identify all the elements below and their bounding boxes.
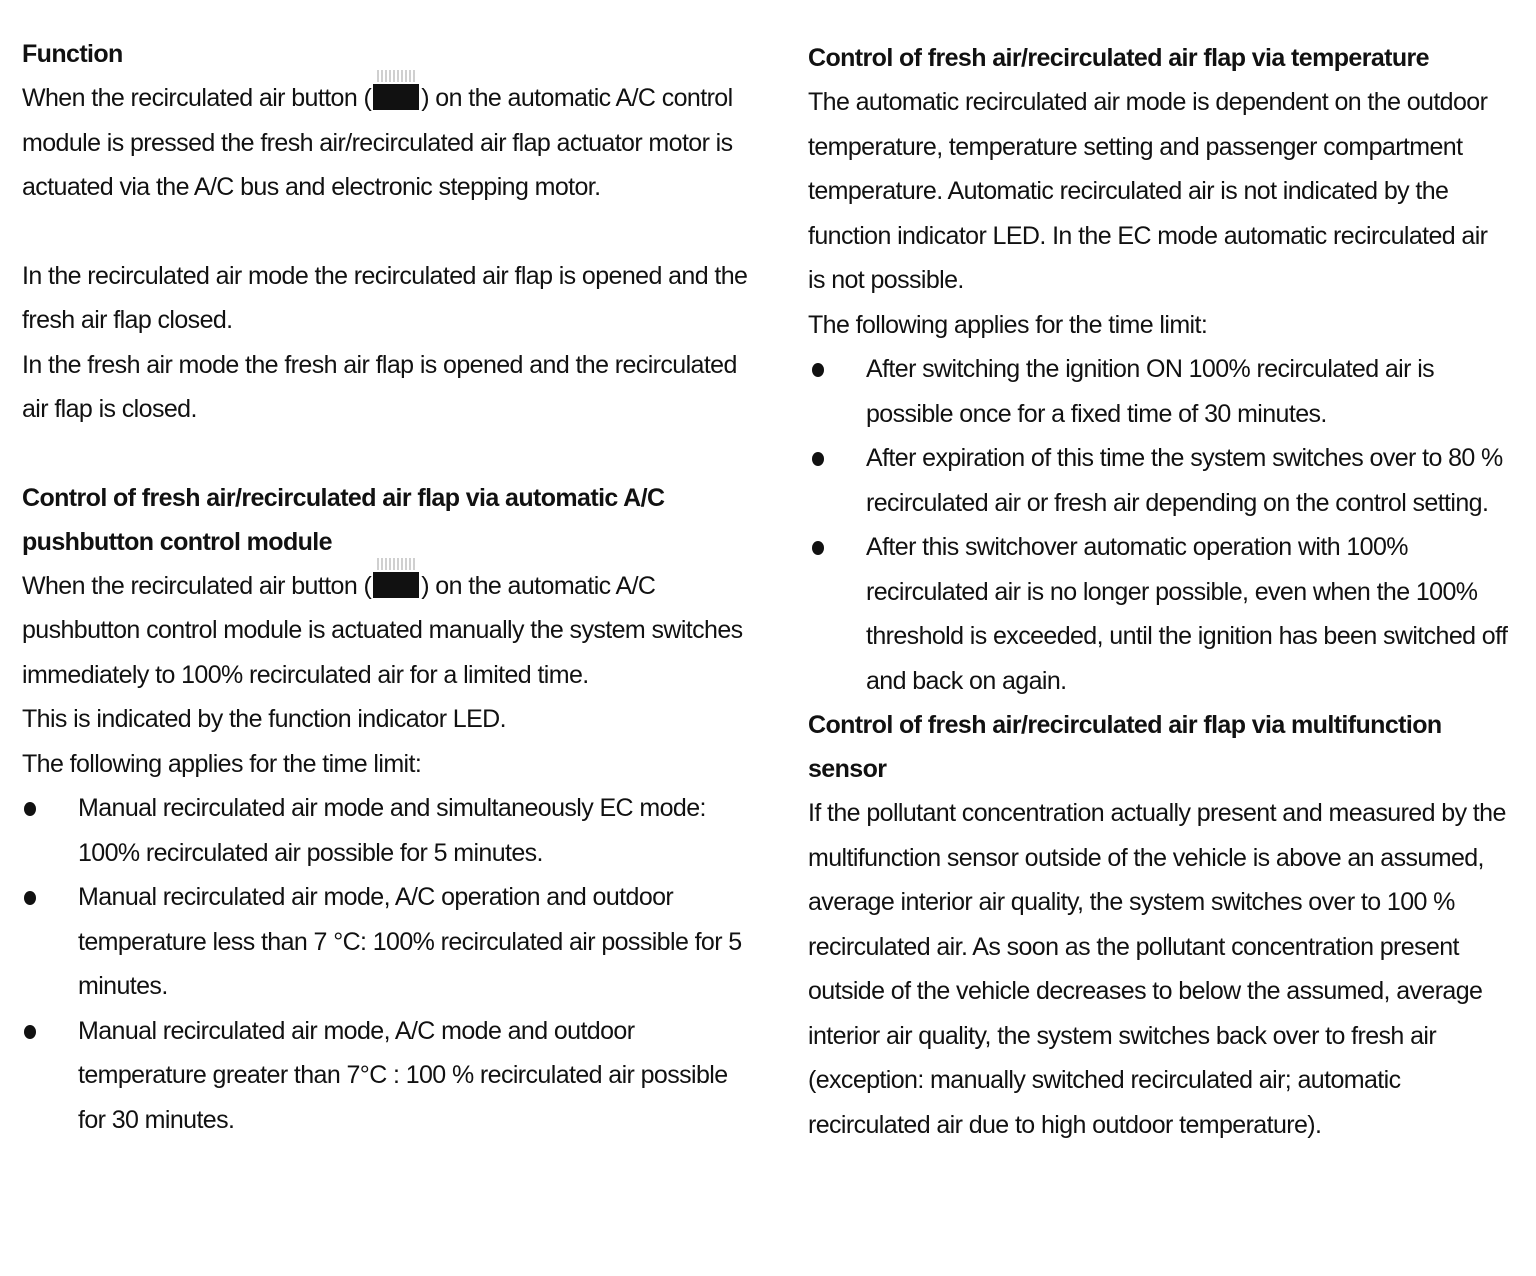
pushbutton-text-after: ) on the automatic A/C pushbutton control module is actuated manually the system switches immediately to 100% recirculated air for a limited time. xyxy=(22,571,743,689)
list-item: Manual recirculated air mode, A/C mode and outdoor temperature greater than 7°C : 100 % recirculated air possible for 30 minutes. xyxy=(22,1009,752,1143)
time-limit-paragraph: The following applies for the time limit: xyxy=(808,310,1208,339)
temperature-paragraph: The automatic recirculated air mode is dependent on the outdoor temperature, temperature setting and passenger compartment temperature. Automatic recirculated air is not indicated by the function indicator LED. In the EC mode automatic recirculated air is not possible. xyxy=(808,88,1488,294)
function-text-after: ) on the automatic A/C control module is pressed the fresh air/recirculated air flap actuator motor is actuated via the A/C bus and electronic stepping motor. xyxy=(22,84,733,201)
sensor-paragraph: If the pollutant concentration actually present and measured by the multifunction sensor outside of the vehicle is above an assumed, average interior air quality, the system switches over to 100 % recirculated air. As soon as the pollutant concentration present outside of the vehicle decreases to below the assumed, average interior air quality, the system switches back over to fresh air (exception: manually switched recirculated air; automatic recirculated air due to high outdoor temperature). xyxy=(808,799,1506,1139)
sensor-heading: Control of fresh air/recirculated air flap via multifunction sensor xyxy=(808,711,1442,783)
list-item: Manual recirculated air mode, A/C operation and outdoor temperature less than 7 °C: 100% recirculated air possible for 5 minutes. xyxy=(22,875,752,1009)
list-item: After this switchover automatic operation with 100% recirculated air is no longer possible, even when the 100% threshold is exceeded, until the ignition has been switched off and back on again. xyxy=(808,525,1508,703)
indicator-paragraph: This is indicated by the function indicator LED. xyxy=(22,705,506,733)
left-column xyxy=(22,32,752,1142)
function-text-before: When the recirculated air button ( xyxy=(22,84,372,112)
right-bullet-list xyxy=(808,347,1508,703)
function-heading: Function xyxy=(22,40,123,68)
list-item: After switching the ignition ON 100% recirculated air is possible once for a fixed time of 30 minutes. xyxy=(808,347,1508,436)
list-item: After expiration of this time the system switches over to 80 % recirculated air or fresh air depending on the control setting. xyxy=(808,436,1508,525)
time-limit-paragraph: The following applies for the time limit: xyxy=(22,749,422,778)
recirculated-air-button-icon xyxy=(373,84,419,110)
left-bullet-list xyxy=(22,786,752,1142)
right-column xyxy=(808,36,1508,1147)
bullet-icon xyxy=(812,452,824,466)
function-paragraph xyxy=(22,76,752,210)
bullet-icon xyxy=(812,363,824,377)
list-item: Manual recirculated air mode and simultaneously EC mode: 100% recirculated air possible for 5 minutes. xyxy=(22,786,752,875)
bullet-icon xyxy=(812,541,824,555)
recirculated-air-button-icon xyxy=(373,572,419,598)
pushbutton-heading: Control of fresh air/recirculated air flap via automatic A/C pushbutton control module xyxy=(22,483,665,556)
temperature-heading: Control of fresh air/recirculated air flap via temperature xyxy=(808,44,1429,72)
fresh-mode-paragraph: In the fresh air mode the fresh air flap is opened and the recirculated air flap is closed. xyxy=(22,350,737,423)
pushbutton-text-before: When the recirculated air button ( xyxy=(22,571,372,600)
recirc-mode-paragraph: In the recirculated air mode the recirculated air flap is opened and the fresh air flap closed. xyxy=(22,261,748,334)
bullet-icon xyxy=(24,1025,36,1039)
bullet-icon xyxy=(24,891,36,905)
bullet-icon xyxy=(24,802,36,816)
pushbutton-paragraph xyxy=(22,564,752,698)
